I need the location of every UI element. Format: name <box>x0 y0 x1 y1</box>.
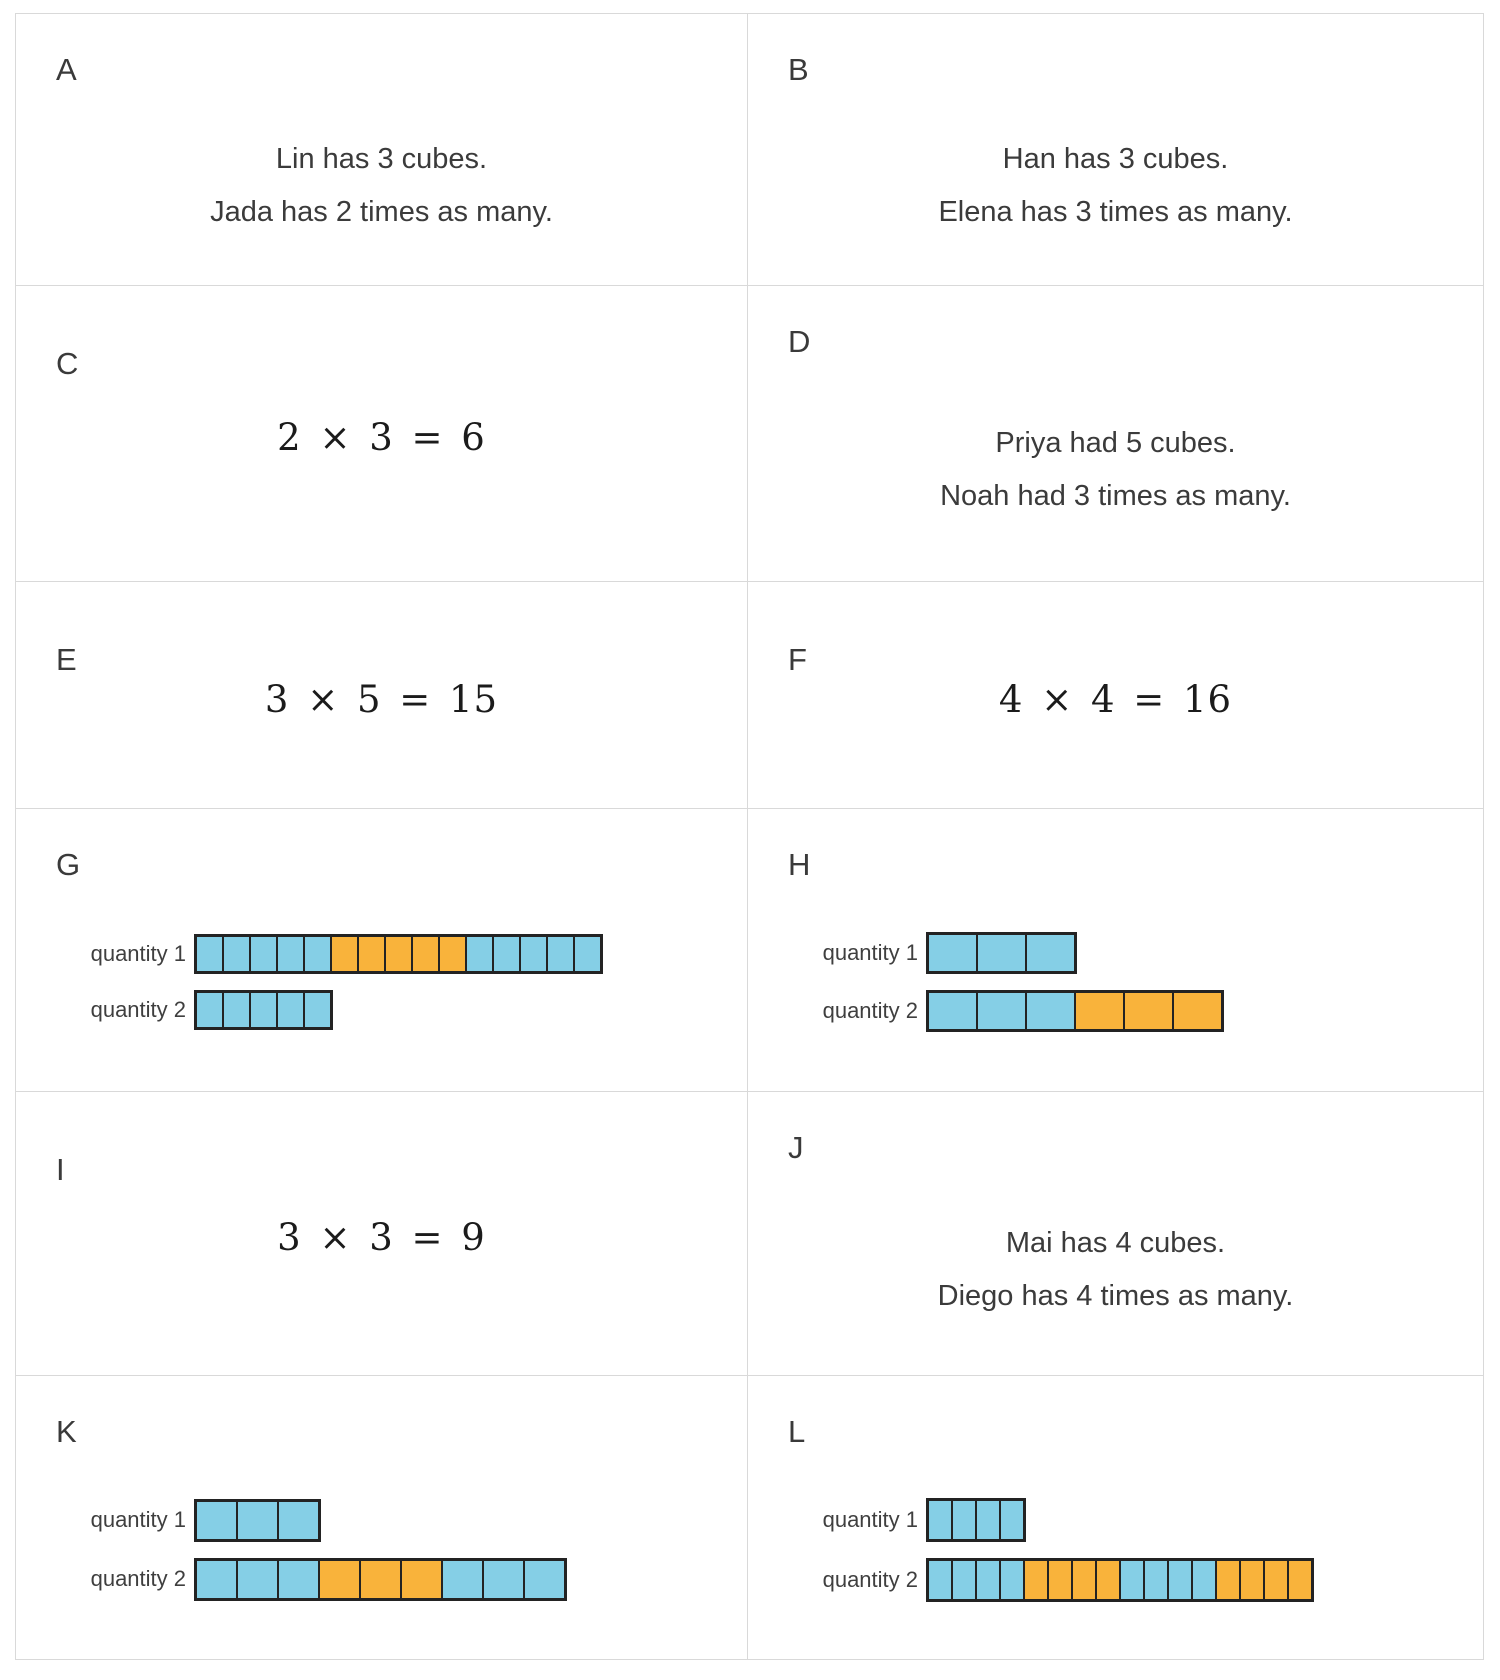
card-letter: B <box>788 52 809 87</box>
orange-cube <box>411 935 440 973</box>
quantity-label: quantity 2 <box>822 1566 918 1592</box>
cube-bar <box>926 932 1077 974</box>
card-sort-table <box>15 13 1484 1660</box>
blue-cube <box>303 991 332 1029</box>
cube-bar <box>194 1499 321 1542</box>
blue-cube <box>999 1499 1025 1541</box>
orange-cube <box>359 1559 402 1600</box>
equation-text: 2 × 3 = 6 <box>277 416 486 459</box>
statement-line: Diego has 4 times as many. <box>937 1280 1294 1312</box>
card-body <box>16 582 747 808</box>
card-body <box>748 582 1483 808</box>
orange-cube <box>1215 1559 1241 1601</box>
tape-diagram-row <box>766 932 1077 974</box>
blue-cube <box>195 1500 238 1541</box>
cube-bar <box>926 1498 1026 1542</box>
orange-cube <box>1095 1559 1121 1601</box>
card-letter: E <box>56 642 77 677</box>
card-letter: C <box>56 346 79 381</box>
orange-cube <box>1071 1559 1097 1601</box>
blue-cube <box>951 1499 977 1541</box>
blue-cube <box>927 1499 953 1541</box>
card-letter: L <box>788 1414 806 1449</box>
card-letter: J <box>788 1130 804 1165</box>
blue-cube <box>976 933 1027 973</box>
card-body <box>16 14 747 285</box>
blue-cube <box>492 935 521 973</box>
card-letter: A <box>56 52 77 87</box>
blue-cube <box>236 1559 279 1600</box>
card-G <box>16 809 748 1092</box>
blue-cube <box>441 1559 484 1600</box>
statement-line: Han has 3 cubes. <box>1002 143 1229 176</box>
card-body <box>16 1092 747 1375</box>
card-body <box>16 809 747 1091</box>
blue-cube <box>1143 1559 1169 1601</box>
card-E <box>16 582 748 809</box>
card-body <box>748 1376 1483 1659</box>
cube-bar <box>926 1558 1314 1602</box>
tape-diagram-row <box>34 990 333 1030</box>
blue-cube <box>523 1559 566 1600</box>
blue-cube <box>999 1559 1025 1601</box>
statement-line: Mai has 4 cubes. <box>1005 1227 1226 1260</box>
orange-cube <box>330 935 359 973</box>
statement-line: Elena has 3 times as many. <box>938 196 1293 228</box>
blue-cube <box>195 991 224 1029</box>
quantity-label: quantity 1 <box>90 941 186 966</box>
blue-cube <box>276 991 305 1029</box>
card-F <box>748 582 1483 809</box>
blue-cube <box>465 935 494 973</box>
card-B <box>748 14 1483 286</box>
equation-text: 3 × 3 = 9 <box>277 1216 486 1259</box>
card-J <box>748 1092 1483 1376</box>
blue-cube <box>1191 1559 1217 1601</box>
equation-text: 4 × 4 = 16 <box>998 677 1233 721</box>
quantity-label: quantity 2 <box>822 998 918 1023</box>
cube-bar <box>194 934 603 974</box>
cube-bar <box>926 990 1224 1032</box>
orange-cube <box>357 935 386 973</box>
tape-diagram-row <box>766 990 1224 1032</box>
card-body <box>16 286 747 581</box>
blue-cube <box>573 935 602 973</box>
blue-cube <box>1167 1559 1193 1601</box>
blue-cube <box>195 1559 238 1600</box>
orange-cube <box>1123 991 1174 1031</box>
blue-cube <box>303 935 332 973</box>
tape-diagram-row <box>34 934 603 974</box>
orange-cube <box>1172 991 1223 1031</box>
orange-cube <box>1074 991 1125 1031</box>
quantity-label: quantity 2 <box>90 1566 186 1591</box>
card-letter: G <box>56 847 81 882</box>
card-H <box>748 809 1483 1092</box>
statement-line: Lin has 3 cubes. <box>275 143 488 176</box>
blue-cube <box>1025 991 1076 1031</box>
orange-cube <box>1023 1559 1049 1601</box>
blue-cube <box>249 991 278 1029</box>
blue-cube <box>277 1500 320 1541</box>
statement-line: Jada has 2 times as many. <box>210 196 553 228</box>
card-I <box>16 1092 748 1376</box>
statement-line: Priya had 5 cubes. <box>995 427 1236 460</box>
cube-bar <box>194 1558 567 1601</box>
blue-cube <box>546 935 575 973</box>
blue-cube <box>276 935 305 973</box>
card-letter: F <box>788 642 807 677</box>
blue-cube <box>927 933 978 973</box>
orange-cube <box>318 1559 361 1600</box>
orange-cube <box>438 935 467 973</box>
blue-cube <box>482 1559 525 1600</box>
card-L <box>748 1376 1483 1659</box>
blue-cube <box>519 935 548 973</box>
tape-diagram-row <box>34 1558 567 1601</box>
orange-cube <box>1263 1559 1289 1601</box>
tape-diagram-row <box>766 1558 1314 1602</box>
card-body <box>748 286 1483 581</box>
blue-cube <box>951 1559 977 1601</box>
cube-bar <box>194 990 333 1030</box>
blue-cube <box>222 991 251 1029</box>
orange-cube <box>400 1559 443 1600</box>
orange-cube <box>1287 1559 1313 1601</box>
card-letter: K <box>56 1414 77 1449</box>
card-letter: H <box>788 847 811 882</box>
blue-cube <box>927 991 978 1031</box>
blue-cube <box>976 991 1027 1031</box>
blue-cube <box>277 1559 320 1600</box>
quantity-label: quantity 2 <box>90 997 186 1022</box>
blue-cube <box>249 935 278 973</box>
blue-cube <box>975 1559 1001 1601</box>
card-body <box>748 809 1483 1091</box>
card-body <box>748 1092 1483 1375</box>
quantity-label: quantity 1 <box>822 1506 918 1532</box>
card-letter: I <box>56 1152 65 1187</box>
card-A <box>16 14 748 286</box>
blue-cube <box>236 1500 279 1541</box>
equation-text: 3 × 5 = 15 <box>264 677 499 721</box>
blue-cube <box>927 1559 953 1601</box>
card-body <box>16 1376 747 1659</box>
blue-cube <box>195 935 224 973</box>
blue-cube <box>1025 933 1076 973</box>
tape-diagram-row <box>34 1499 321 1542</box>
statement-line: Noah had 3 times as many. <box>940 480 1291 512</box>
orange-cube <box>1047 1559 1073 1601</box>
tape-diagram-row <box>766 1498 1026 1542</box>
orange-cube <box>1239 1559 1265 1601</box>
card-C <box>16 286 748 582</box>
card-K <box>16 1376 748 1659</box>
blue-cube <box>222 935 251 973</box>
quantity-label: quantity 1 <box>90 1507 186 1532</box>
quantity-label: quantity 1 <box>822 940 918 965</box>
blue-cube <box>1119 1559 1145 1601</box>
card-D <box>748 286 1483 582</box>
blue-cube <box>975 1499 1001 1541</box>
card-letter: D <box>788 324 811 359</box>
card-body <box>748 14 1483 285</box>
orange-cube <box>384 935 413 973</box>
